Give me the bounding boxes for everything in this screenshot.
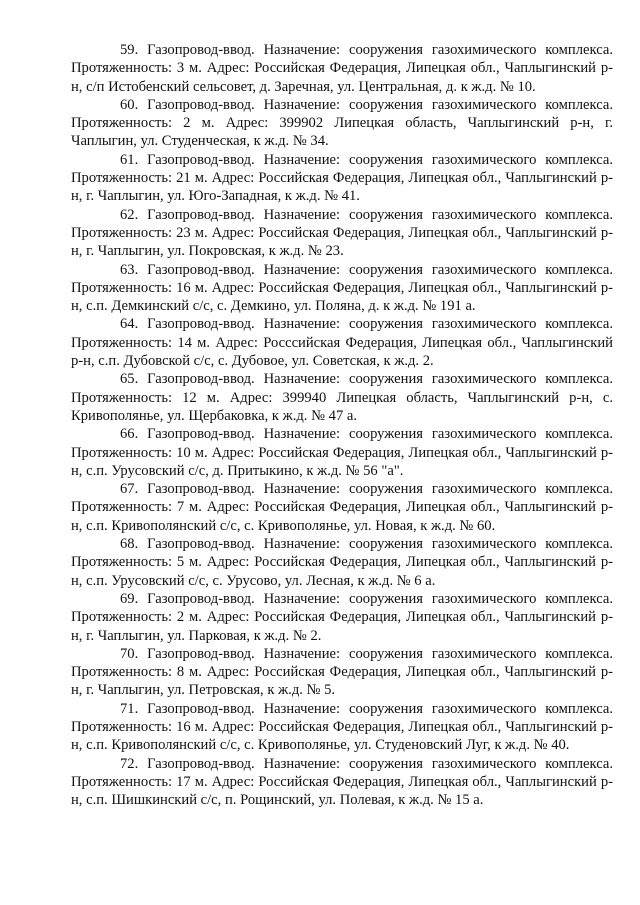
list-item: 66. Газопровод-ввод. Назначение: сооружения газохимического комплекса. Протяженность: 10 м. Адрес: Российская Федерация, Липецкая обл., Чаплыгинский р-н, с.п. Урусовский с/с, д. Притыкино, к ж.д. № 56 "а". [71, 426, 613, 479]
list-item: 61. Газопровод-ввод. Назначение: сооружения газохимического комплекса. Протяженность: 21 м. Адрес: Российская Федерация, Липецкая обл., Чаплыгинский р-н, г. Чаплыгин, ул. Юго-Западная, к ж.д. № 41. [71, 151, 613, 205]
list-item: 68. Газопровод-ввод. Назначение: сооружения газохимического комплекса. Протяженность: 5 м. Адрес: Российская Федерация, Липецкая обл., Чаплыгинский р-н, с.п. Урусовский с/с, с. Урусово, ул. Лесная, к ж.д. № 6 а. [71, 536, 613, 589]
list-item: 60. Газопровод-ввод. Назначение: сооружения газохимического комплекса. Протяженность: 2 м. Адрес: 399902 Липецкая область, Чаплыгинский р-н, г. Чаплыгин, ул. Студенческая, к ж.д. № 34. [71, 96, 613, 150]
list-item: 62. Газопровод-ввод. Назначение: сооружения газохимического комплекса. Протяженность: 23 м. Адрес: Российская Федерация, Липецкая обл., Чаплыгинский р-н, г. Чаплыгин, ул. Покровская, к ж.д. № 23. [71, 206, 613, 260]
list-item: 71. Газопровод-ввод. Назначение: сооружения газохимического комплекса. Протяженность: 16 м. Адрес: Российская Федерация, Липецкая обл., Чаплыгинский р-н, с.п. Кривополянский с/с, с. Кривополянье, ул. Студеновский Луг, к ж.д. № 40. [71, 700, 613, 754]
list-item: 64. Газопровод-ввод. Назначение: сооружения газохимического комплекса. Протяженность: 14 м. Адрес: Росссийская Федерация, Липецкая обл., Чаплыгинский р-н, с.п. Дубовской с/с, с. Дубовое, ул. Советская, к ж.д. 2. [71, 316, 613, 370]
list-item: 69. Газопровод-ввод. Назначение: сооружения газохимического комплекса. Протяженность: 2 м. Адрес: Российская Федерация, Липецкая обл., Чаплыгинский р-н, г. Чаплыгин, ул. Парковая, к ж.д. № 2. [71, 590, 613, 644]
list-item: 65. Газопровод-ввод. Назначение: сооружения газохимического комплекса. Протяженность: 12 м. Адрес: 399940 Липецкая область, Чаплыгинский р-н, с. Кривополянье, ул. Щербаковка, к ж.д. № 47 а. [71, 371, 613, 424]
list-item: 72. Газопровод-ввод. Назначение: сооружения газохимического комплекса. Протяженность: 17 м. Адрес: Российская Федерация, Липецкая обл., Чаплыгинский р-н, с.п. Шишкинский с/с, п. Рощинский, ул. Полевая, к ж.д. № 15 а. [71, 755, 613, 809]
document-page [71, 41, 613, 809]
list-item: 59. Газопровод-ввод. Назначение: сооружения газохимического комплекса. Протяженность: 3 м. Адрес: Российская Федерация, Липецкая обл., Чаплыгинский р-н, с/п Истобенский сельсовет, д. Заречная, ул. Центральная, д. к ж.д. № 10. [71, 42, 613, 95]
list-item: 67. Газопровод-ввод. Назначение: сооружения газохимического комплекса. Протяженность: 7 м. Адрес: Российская Федерация, Липецкая обл., Чаплыгинский р-н, с.п. Кривополянский с/с, с. Кривополянье, ул. Новая, к ж.д. № 60. [71, 481, 613, 534]
list-item: 63. Газопровод-ввод. Назначение: сооружения газохимического комплекса. Протяженность: 16 м. Адрес: Российская Федерация, Липецкая обл., Чаплыгинский р-н, с.п. Демкинский с/с, с. Демкино, ул. Поляна, д. к ж.д. № 191 а. [71, 261, 613, 315]
list-item: 70. Газопровод-ввод. Назначение: сооружения газохимического комплекса. Протяженность: 8 м. Адрес: Российская Федерация, Липецкая обл., Чаплыгинский р-н, г. Чаплыгин, ул. Петровская, к ж.д. № 5. [71, 645, 613, 699]
